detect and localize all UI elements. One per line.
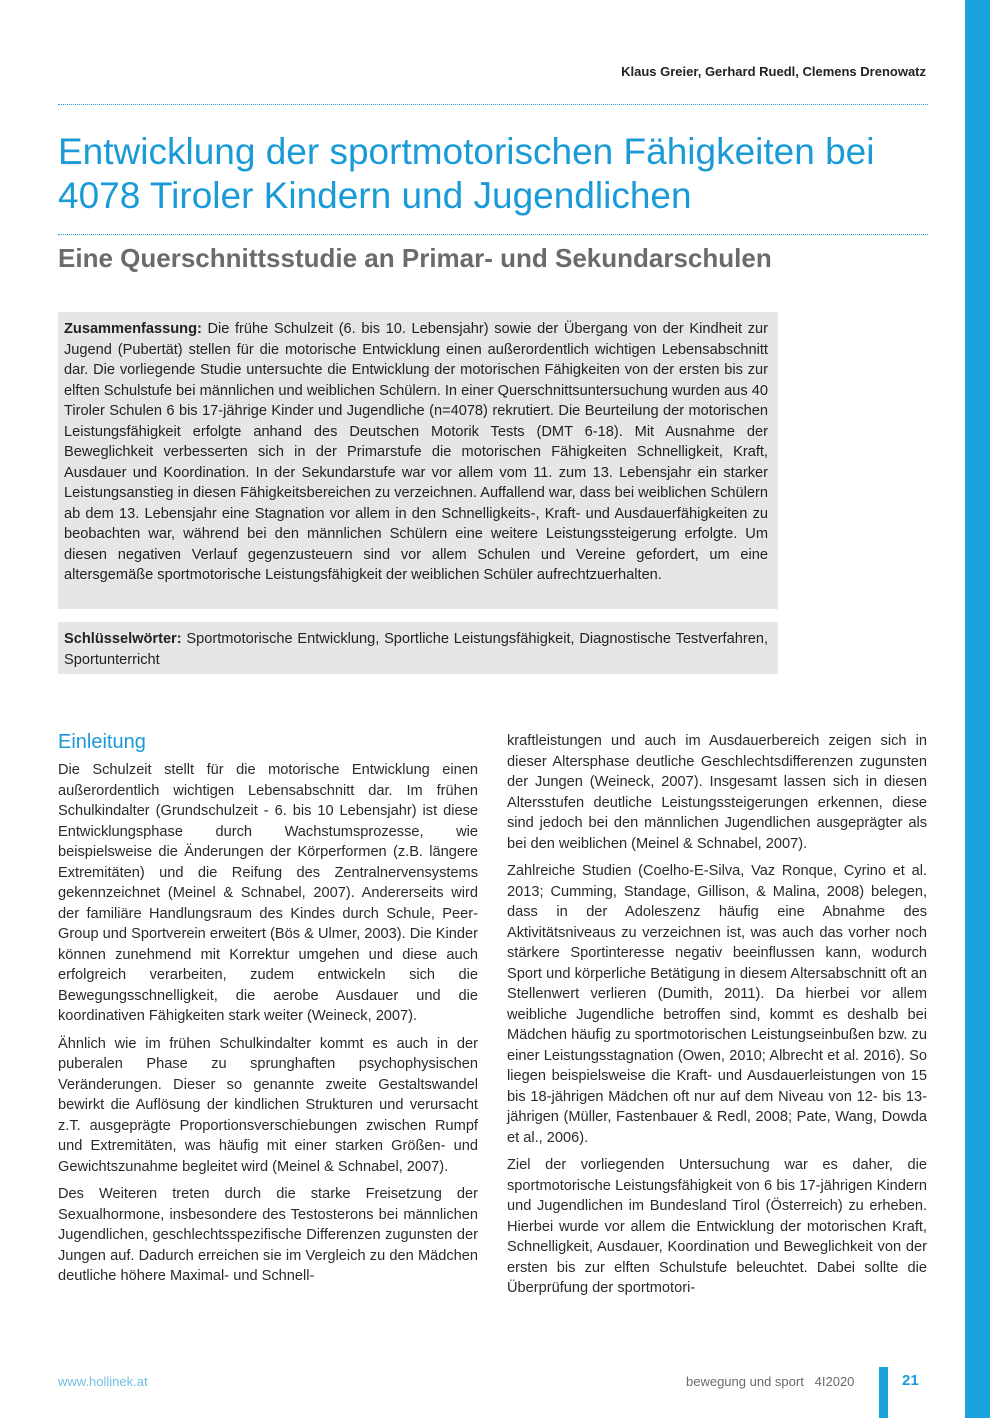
section-heading-einleitung: Einleitung bbox=[58, 731, 146, 753]
footer-accent-bar bbox=[879, 1367, 888, 1418]
right-column bbox=[507, 731, 927, 1306]
footer-website-link[interactable]: www.hollinek.at bbox=[58, 1374, 148, 1389]
footer-journal-info: bewegung und sport 4I2020 bbox=[686, 1374, 855, 1389]
page-number: 21 bbox=[902, 1372, 919, 1389]
keywords-label: Schlüsselwörter: bbox=[64, 631, 182, 647]
article-subtitle: Eine Querschnittsstudie an Primar- und Sekundarschulen bbox=[58, 243, 772, 273]
header-divider bbox=[58, 104, 928, 105]
body-paragraph: Die Schulzeit stellt für die motorische Entwicklung einen außerordentlich wichtigen Lebensabschnitt dar. Im frühen Schulkindalter (Grundschulzeit - 6. bis 10 Lebensjahr) ist diese Entwicklungsphase durch Wachstumsprozesse, wie beispielsweise die Änderungen der Körperformen (z.B. längere Extremitäten) und die Reifung des Zentralnervensystems gekennzeichnet (Meinel & Schnabel, 2007). Andererseits wird der familiäre Handlungsraum des Kindes durch Schule, Peer-Group und Sportverein erweitert (Bös & Ulmer, 2003). Die Kinder können zunehmend mit Korrektur umgehen und diese auch erfolgreich verarbeiten, zudem entwickeln sich die Bewegungsschnelligkeit, die aerobe Ausdauer und die koordinativen Fähigkeiten stark weiter (Weineck, 2007). bbox=[58, 762, 478, 1024]
left-column bbox=[58, 728, 478, 1294]
abstract-text: Die frühe Schulzeit (6. bis 10. Lebensjahr) sowie der Übergang von der Kindheit zur Jugend (Pubertät) stellen für die motorische Entwicklung einen außerordentlich wichtigen Lebensabschnitt dar. Die vorliegende Studie untersuchte die Entwicklung der motorischen Fähigkeiten von der ersten bis zur elften Schulstufe bei männlichen und weiblichen Schülern. In einer Querschnittsuntersuchung wurden aus 40 Tiroler Schulen 6 bis 17-jährige Kinder und Jugendliche (n=4078) rekrutiert. Die Beurteilung der motorischen Leistungsfähigkeit erfolgte anhand des Deutschen Motorik Tests (DMT 6-18). Mit Ausnahme der Beweglichkeit verbesserten sich in der Primarstufe die motorischen Fähigkeiten Schnelligkeit, Kraft, Ausdauer und Koordination. In der Sekundarstufe war vor allem vom 11. zum 13. Lebensjahr ein starker Leistungsanstieg in diesen Fähigkeitsbereichen zu verzeichnen. Auffallend war, dass bei weiblichen Schülern ab dem 13. Lebensjahr eine Stagnation vor allem in den Schnelligkeits-, Kraft- und Ausdauerfähigkeiten zu beobachten war, während bei den männlichen Schülern eine weitere Leistungssteigerung erfolgte. Um diesen negativen Verlauf gegenzusteuern sind vor allem Schulen und Vereine gefordert, um eine altersgemäße sportmotorische Leistungsfähigkeit der weiblichen Schüler aufrechtzuerhalten. bbox=[64, 321, 768, 583]
article-title: Entwicklung der sportmotorischen Fähigkeiten bei 4078 Tiroler Kindern und Jugendlichen bbox=[58, 131, 875, 216]
keywords-box bbox=[58, 622, 778, 674]
body-paragraph: Zahlreiche Studien (Coelho-E-Silva, Vaz Ronque, Cyrino et al. 2013; Cumming, Standage, Gillison, & Malina, 2008) belegen, dass in der Adoleszenz häufig eine Abnahme des Aktivitätsniveaus zu verzeichnen ist, was auch das vorher noch stärkere Sportinteresse negativ beeinflussen kann, wodurch Sport und körperliche Betätigung in diesem Altersabschnitt oft an Stellenwert verlieren (Dumith, 2011). Da hierbei vor allem weibliche Jugendliche betroffen sind, kommt es deshalb bei Mädchen häufig zu sportmotorischen Leistungseinbußen bzw. zu einer Leistungsstagnation (Owen, 2010; Albrecht et al. 2016). So liegen beispielsweise die Kraft- und Ausdauerleistungen von 15 bis 18-jährigen Mädchen oft nur auf dem Niveau von 12- bis 13-jährigen (Müller, Fastenbauer & Redl, 2008; Pate, Wang, Dowda et al., 2006). bbox=[507, 863, 927, 1146]
body-paragraph: Ähnlich wie im frühen Schulkindalter kommt es auch in der puberalen Phase zu sprunghaften psychophysischen Veränderungen. Dieser so genannte zweite Gestaltswandel bewirkt die Auflösung der kindlichen Strukturen und verursacht z.T. ausgeprägte Proportionsverschiebungen zwischen Rumpf und Extremitäten, was häufig mit einer starken Größen- und Gewichtszunahme begleitet wird (Meinel & Schnabel, 2007). bbox=[58, 1035, 478, 1175]
abstract-box bbox=[58, 312, 778, 609]
title-divider bbox=[58, 234, 928, 235]
abstract-label: Zusammenfassung: bbox=[64, 321, 202, 337]
body-paragraph: Des Weiteren treten durch die starke Freisetzung der Sexualhormone, insbesondere des Testosterons bei männlichen Jugendlichen, geschlechtsspezifische Differenzen zugunsten der Jungen auf. Dadurch erreichen sie im Vergleich zu den Mädchen deutliche höhere Maximal- und Schnell- bbox=[58, 1186, 478, 1284]
author-line: Klaus Greier, Gerhard Ruedl, Clemens Drenowatz bbox=[621, 64, 926, 79]
body-paragraph: kraftleistungen und auch im Ausdauerbereich zeigen sich in dieser Altersphase deutliche Geschlechtsdifferenzen zugunsten der Jungen (Weineck, 2007). Insgesamt lassen sich in diesen Altersstufen deutliche Leistungssteigerungen erkennen, diese sind jedoch bei den männlichen Jugendlichen ausgeprägter als bei den weiblichen (Meinel & Schnabel, 2007). bbox=[507, 733, 927, 852]
keywords-text: Sportmotorische Entwicklung, Sportliche Leistungsfähigkeit, Diagnostische Testverfahren, Sportunterricht bbox=[64, 631, 768, 668]
body-paragraph: Ziel der vorliegenden Untersuchung war es daher, die sportmotorische Leistungsfähigkeit von 6 bis 17-jährigen Kindern und Jugendlichen im Bundesland Tirol (Österreich) zu erheben. Hierbei wurde vor allem die Entwicklung der motorischen Kraft, Schnelligkeit, Ausdauer, Koordination und Beweglichkeit von der ersten bis zur elften Schulstufe beleuchtet. Dabei sollte die Überprüfung der sportmotori- bbox=[507, 1157, 927, 1296]
side-color-stripe bbox=[965, 0, 990, 1418]
